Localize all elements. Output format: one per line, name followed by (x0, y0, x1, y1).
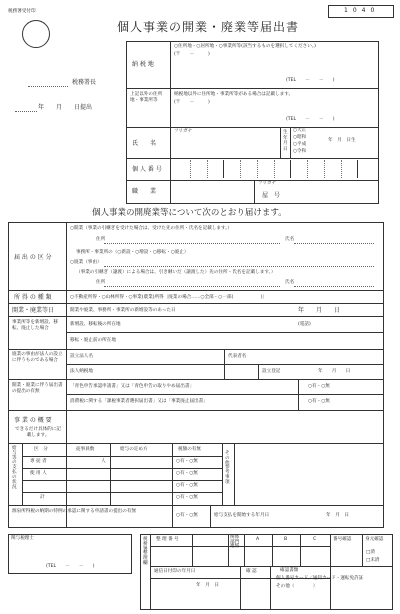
preparer-label: 関与税理士 (11, 536, 34, 541)
col-c: C (313, 537, 317, 542)
tax-office-suffix: 税務署長 (72, 79, 97, 86)
alt-postal: (〒 － ) (174, 100, 210, 105)
kakunin-doc: 個人番号カード／通知カード・運転免許証 (276, 576, 364, 581)
form-title: 個人事業の開業・廃業等届出書 (117, 20, 300, 34)
nozei-tel: (TEL － － ) (286, 78, 335, 83)
stamp-circle (22, 20, 50, 48)
form-subtitle: 個人事業の開廃業等について次のとおり届けます。 (92, 208, 287, 218)
kubun-name1: 氏名 (285, 237, 295, 242)
mimoto-label: 身元確認 (365, 537, 384, 542)
jimusho-new: 新増設、移転後の所在地 (70, 322, 121, 327)
hojin-nozei: 法人納税地 (70, 369, 93, 374)
kankei-label: 関係部門連絡 (230, 535, 240, 550)
name-label: 氏 名 (132, 140, 157, 147)
kubun-haigyo-note: （事業の引継ぎ（譲渡）による場合は、引き継いだ（譲渡した）先の住所・氏名を記載します。） (76, 270, 276, 275)
kakunin-sonota: その他（ ） (276, 584, 318, 589)
kubun-addr2: 住所 (96, 280, 106, 285)
kaigyobi-ymd[interactable]: 年 月 日 (298, 307, 341, 314)
mimoto-mizumi[interactable]: □未済 (366, 558, 380, 563)
jimusho-label: 事業所等を新増設、移転、廃止した場合 (12, 320, 58, 331)
shohi-text: 消費税に関する「課税事業者選択届出書」又は「事業廃止届出書」 (70, 399, 208, 404)
furigana-label: フリガナ (174, 129, 193, 134)
kyuyo-start-label: 給与支払を開始する年月日 (214, 513, 270, 518)
kyuyo-header-tax: 税額の有無 (178, 447, 201, 452)
alt-tel: (TEL － － ) (286, 117, 335, 122)
era-heisei: ○平成 (293, 142, 307, 147)
shotoku-label: 所 得 の 種 類 (14, 294, 52, 301)
birth-ymd: 年 月 日生 (328, 138, 356, 143)
era-reiwa: ○令和 (293, 149, 307, 154)
kyuyo-start-ymd[interactable]: 年 月 日 (326, 513, 349, 518)
birth-label: 生年月日 (283, 130, 288, 153)
kyuyo-row-senju: 専 従 者 (30, 459, 47, 464)
stamp-label: 税務署受付印 (8, 9, 36, 14)
hojin-date-label: 設立登記 (262, 369, 281, 374)
bango-label: 番号確認 (333, 537, 352, 542)
shotoku-options[interactable]: ○不動産所得・○山林所得・○事業(農業)所得〔廃業の場合……○全部・○一部( )〕 (70, 295, 268, 300)
hojin-date: 年 月 日 (318, 369, 351, 374)
kakunin-doc-label: 確認書類 (280, 568, 299, 573)
gensen-yn[interactable]: ○有・○無 (176, 513, 198, 518)
tsushin-label: 通信日付印の年月日 (154, 569, 196, 574)
job-label: 職 業 (132, 188, 157, 195)
gensen-text: 源泉所得税の納期の特例の承認に関する申請書の提出の有無 (12, 509, 137, 514)
kyuyo-yn-3[interactable]: ○有・○無 (176, 483, 198, 488)
kyuyo-yn-4[interactable]: ○有・○無 (176, 495, 198, 500)
submit-date-line (15, 111, 37, 112)
kyuyo-header-method: 給与の定め方 (120, 447, 148, 452)
nozei-label: 納 税 地 (132, 61, 154, 68)
kyuyo-label: 給与等の支払の状況 (12, 446, 17, 490)
gaiyo-label: 事 業 の 概 要 (14, 417, 52, 424)
kaigyobi-text: 開業や廃業、事務所・事業所の新増設等のあった日 (70, 308, 176, 313)
alt-address-label: 上記以外の住所地・事業所等 (130, 92, 163, 103)
kubun-kaigyo[interactable]: ○開業（事業の引継ぎを受けた場合は、受けた先の住所・氏名を記載します。） (70, 226, 233, 231)
tax-office-line (28, 86, 68, 87)
kaigyobi-label: 開業・廃業等日 (12, 307, 55, 314)
kyuyo-row-shiyonin: 使 用 人 (30, 471, 47, 476)
kyuyo-yn-1[interactable]: ○有・○無 (176, 459, 198, 464)
aoiro-text: 「青色申告承認申請書」又は「青色申告の取りやめ届出書」 (70, 384, 195, 389)
jimusho-old: 移転・廃止前の所在地 (70, 338, 116, 343)
hojin-label: 廃業の事由が法人の設立に伴うものである場合 (12, 352, 63, 363)
yago-label: 屋 号 (262, 192, 281, 199)
mimoto-zumi[interactable]: □済 (366, 550, 375, 555)
kubun-addr1: 住所 (96, 237, 106, 242)
furigana2-label: フリガナ (258, 181, 277, 186)
aoiro-label: 開業・廃業に伴う届出書の提出の有無 (12, 383, 63, 394)
col-a: A (256, 537, 260, 542)
nozei-postal: (〒 － ) (174, 52, 210, 57)
era-showa: ○昭和 (293, 135, 307, 140)
kyuyo-yn-2[interactable]: ○有・○無 (176, 471, 198, 476)
sonota-label: その他参考事項 (225, 451, 230, 485)
aoiro-yn[interactable]: ○有・○無 (308, 384, 330, 389)
alt-address-note: 納税地以外に住所地・事業所等がある場合は記載します。 (174, 92, 294, 97)
hojin-rep: 代表者名 (228, 354, 247, 359)
jimusho-tel: (電話) (298, 322, 311, 327)
hojin-name: 設立法人名 (70, 354, 93, 359)
office-ymd: 年 月 日 (196, 583, 219, 588)
col-b: B (284, 537, 288, 542)
preparer-tel: (TEL － － ) (46, 564, 95, 569)
nozei-options: ○住所地・○居所地・○事業所等(該当するものを選択してください。) (174, 44, 316, 49)
era-taisho: ○大正 (293, 128, 307, 133)
gaiyo-note: できるだけ具体的に記載します。 (15, 427, 61, 438)
kyuyo-count-suffix: 人 (101, 459, 106, 464)
kakunin-label: 確 認 (246, 569, 257, 574)
shohi-yn[interactable]: ○有・○無 (308, 399, 330, 404)
mynumber-cells (174, 160, 374, 178)
submit-date: 年 月 日提出 (38, 104, 93, 111)
kyuyo-header-kubun: 区 分 (34, 447, 48, 452)
office-label: 税務署整理欄 (143, 537, 148, 567)
kubun-name2: 氏名 (285, 280, 295, 285)
kubun-label: 届 出 の 区 分 (14, 254, 52, 261)
kubun-haigyo[interactable]: ○廃業（事由） (70, 260, 102, 265)
kubun-jigyosho[interactable]: 事務所・事業所の（○新設・○増設・○移転・○廃止） (76, 250, 189, 255)
kyuyo-header-count: 従事員数 (76, 447, 95, 452)
kyuyo-row-total: 計 (40, 495, 45, 500)
mynumber-label: 個 人 番 号 (132, 166, 162, 173)
form-code: 1040 (344, 7, 380, 14)
seiri-label: 整 理 番 号 (156, 537, 179, 542)
